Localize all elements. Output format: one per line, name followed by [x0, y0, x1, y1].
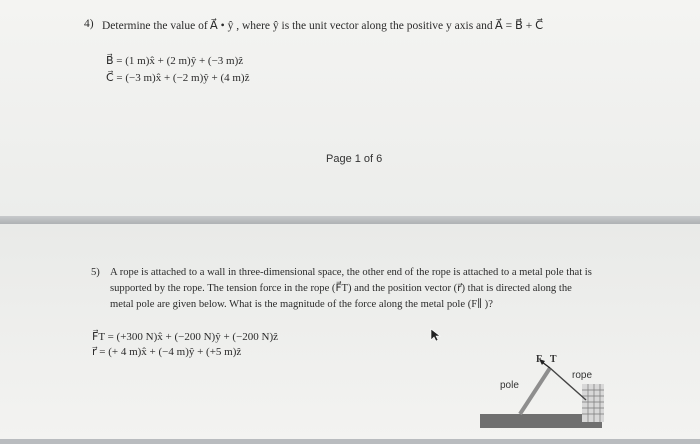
question-5-line-3: metal pole are given below. What is the magnitude of the force along the metal pole (F∥ )?	[110, 299, 493, 310]
page-1	[0, 0, 700, 216]
page-divider	[0, 216, 700, 224]
question-5-line-1: A rope is attached to a wall in three-dimensional space, the other end of the rope is attached to a metal pole that is	[110, 267, 592, 278]
question-5-number: 5)	[91, 267, 100, 278]
question-5-line-2: supported by the rope. The tension force in the rope (F⃗T) and the position vector (r⃗) that is directed along the	[110, 283, 572, 294]
equation-r-position: r⃗ = (+ 4 m)x̂ + (−4 m)ŷ + (+5 m)ẑ	[92, 346, 242, 358]
equation-f-tension: F⃗T = (+300 N)x̂ + (−200 N)ŷ + (−200 N)ẑ	[92, 331, 279, 343]
metal-pole	[520, 368, 550, 414]
rope-pole-diagram	[470, 340, 700, 439]
question-4-number: 4)	[84, 18, 94, 30]
mouse-cursor-icon	[430, 328, 442, 342]
rope-label: rope	[572, 370, 593, 381]
page-number-label: Page 1 of 6	[326, 153, 383, 165]
force-label: F⃗T	[536, 354, 557, 365]
equation-b: B⃗ = (1 m)x̂ + (2 m)ŷ + (−3 m)ẑ	[106, 55, 244, 67]
pole-label: pole	[500, 380, 519, 391]
equation-c: C⃗ = (−3 m)x̂ + (−2 m)ŷ + (4 m)ẑ	[106, 72, 250, 84]
question-4-text: Determine the value of A⃗ • ŷ , where ŷ is the unit vector along the positive y axis and A⃗ = B⃗ + C⃗	[102, 20, 544, 32]
